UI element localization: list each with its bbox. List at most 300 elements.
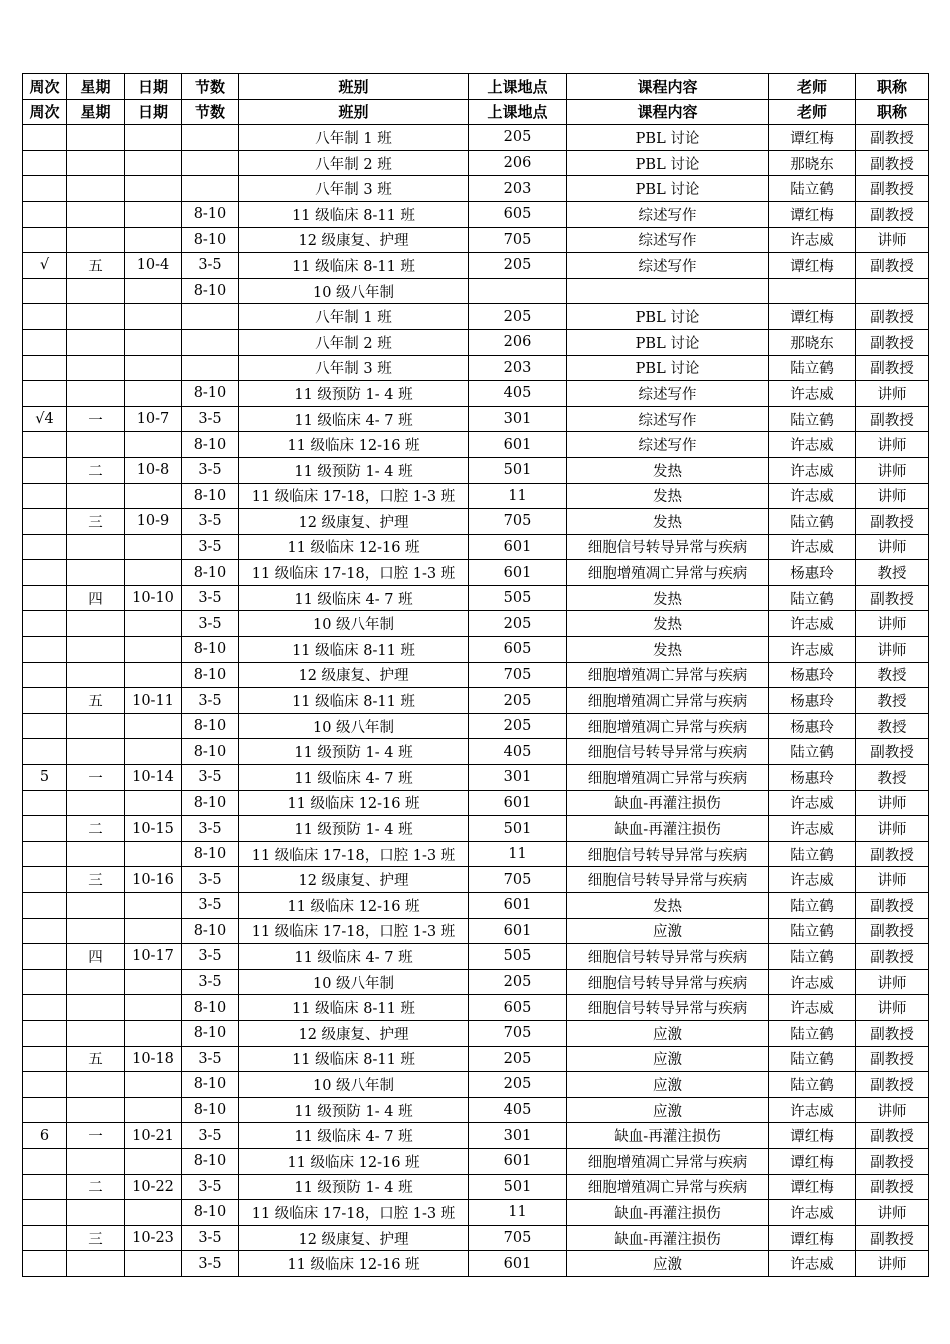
location-cell: 605 xyxy=(469,995,567,1021)
weekday-cell xyxy=(67,893,125,919)
class-cell: 11 级临床 17-18，口腔 1-3 班 xyxy=(239,841,469,867)
week-cell xyxy=(23,867,67,893)
teacher-cell: 谭红梅 xyxy=(769,125,856,151)
content-cell xyxy=(567,278,769,304)
weekday-cell xyxy=(67,1097,125,1123)
content-cell: 细胞信号转导异常与疾病 xyxy=(567,739,769,765)
content-cell: PBL 讨论 xyxy=(567,150,769,176)
header-week: 周次 xyxy=(23,99,67,125)
periods-cell xyxy=(182,125,239,151)
table-row xyxy=(23,432,929,458)
title-cell: 副教授 xyxy=(856,1020,929,1046)
table-row xyxy=(23,1020,929,1046)
week-cell xyxy=(23,125,67,151)
week-cell xyxy=(23,534,67,560)
location-cell: 705 xyxy=(469,867,567,893)
title-cell: 副教授 xyxy=(856,355,929,381)
header-class: 班别 xyxy=(239,74,469,100)
weekday-cell: 五 xyxy=(67,688,125,714)
date-cell xyxy=(125,1251,182,1277)
location-cell: 705 xyxy=(469,662,567,688)
class-cell: 11 级临床 4- 7 班 xyxy=(239,1123,469,1149)
content-cell: 缺血-再灌注损伤 xyxy=(567,790,769,816)
content-cell: 发热 xyxy=(567,509,769,535)
teacher-cell: 许志威 xyxy=(769,457,856,483)
weekday-cell: 一 xyxy=(67,765,125,791)
teacher-cell: 陆立鹤 xyxy=(769,944,856,970)
weekday-cell xyxy=(67,381,125,407)
content-cell: 缺血-再灌注损伤 xyxy=(567,1200,769,1226)
date-cell xyxy=(125,1097,182,1123)
class-cell: 11 级临床 12-16 班 xyxy=(239,1251,469,1277)
periods-cell: 8-10 xyxy=(182,227,239,253)
content-cell: 缺血-再灌注损伤 xyxy=(567,1123,769,1149)
weekday-cell: 五 xyxy=(67,1046,125,1072)
location-cell: 301 xyxy=(469,406,567,432)
week-cell xyxy=(23,509,67,535)
periods-cell: 3-5 xyxy=(182,944,239,970)
content-cell: 细胞信号转导异常与疾病 xyxy=(567,534,769,560)
date-cell: 10-14 xyxy=(125,765,182,791)
title-cell: 副教授 xyxy=(856,1072,929,1098)
weekday-cell xyxy=(67,1020,125,1046)
table-row xyxy=(23,509,929,535)
class-cell: 11 级临床 17-18，口腔 1-3 班 xyxy=(239,1200,469,1226)
table-row xyxy=(23,150,929,176)
teacher-cell: 许志威 xyxy=(769,432,856,458)
week-cell xyxy=(23,1251,67,1277)
date-cell xyxy=(125,560,182,586)
content-cell: 细胞信号转导异常与疾病 xyxy=(567,841,769,867)
title-cell: 教授 xyxy=(856,662,929,688)
week-cell xyxy=(23,585,67,611)
content-cell: 细胞信号转导异常与疾病 xyxy=(567,944,769,970)
table-row xyxy=(23,1148,929,1174)
content-cell: 发热 xyxy=(567,457,769,483)
content-cell: 综述写作 xyxy=(567,253,769,279)
location-cell xyxy=(469,278,567,304)
content-cell: 细胞信号转导异常与疾病 xyxy=(567,995,769,1021)
weekday-cell xyxy=(67,1200,125,1226)
table-row xyxy=(23,125,929,151)
title-cell: 副教授 xyxy=(856,944,929,970)
week-cell xyxy=(23,790,67,816)
periods-cell: 3-5 xyxy=(182,1225,239,1251)
date-cell xyxy=(125,918,182,944)
table-row xyxy=(23,944,929,970)
periods-cell: 3-5 xyxy=(182,585,239,611)
teacher-cell: 许志威 xyxy=(769,483,856,509)
title-cell: 副教授 xyxy=(856,253,929,279)
title-cell: 副教授 xyxy=(856,125,929,151)
date-cell xyxy=(125,790,182,816)
location-cell: 206 xyxy=(469,150,567,176)
table-row xyxy=(23,637,929,663)
teacher-cell: 那晓东 xyxy=(769,150,856,176)
class-cell: 八年制 2 班 xyxy=(239,329,469,355)
table-row xyxy=(23,662,929,688)
class-cell: 11 级预防 1- 4 班 xyxy=(239,816,469,842)
periods-cell: 3-5 xyxy=(182,816,239,842)
teacher-cell: 陆立鹤 xyxy=(769,918,856,944)
periods-cell xyxy=(182,304,239,330)
location-cell: 505 xyxy=(469,585,567,611)
location-cell: 301 xyxy=(469,765,567,791)
teacher-cell: 陆立鹤 xyxy=(769,355,856,381)
periods-cell: 8-10 xyxy=(182,1097,239,1123)
teacher-cell xyxy=(769,278,856,304)
teacher-cell: 谭红梅 xyxy=(769,1148,856,1174)
table-row xyxy=(23,534,929,560)
content-cell: 综述写作 xyxy=(567,406,769,432)
title-cell: 副教授 xyxy=(856,304,929,330)
week-cell xyxy=(23,713,67,739)
weekday-cell: 三 xyxy=(67,1225,125,1251)
teacher-cell: 陆立鹤 xyxy=(769,893,856,919)
weekday-cell xyxy=(67,150,125,176)
week-cell xyxy=(23,227,67,253)
location-cell: 205 xyxy=(469,611,567,637)
class-cell: 12 级康复、护理 xyxy=(239,662,469,688)
class-cell: 10 级八年制 xyxy=(239,611,469,637)
teacher-cell: 许志威 xyxy=(769,1097,856,1123)
location-cell: 11 xyxy=(469,1200,567,1226)
title-cell: 讲师 xyxy=(856,457,929,483)
content-cell: PBL 讨论 xyxy=(567,329,769,355)
table-row xyxy=(23,457,929,483)
class-cell: 11 级临床 8-11 班 xyxy=(239,253,469,279)
periods-cell: 3-5 xyxy=(182,457,239,483)
content-cell: 细胞增殖凋亡异常与疾病 xyxy=(567,1174,769,1200)
week-cell xyxy=(23,995,67,1021)
schedule-body xyxy=(23,125,929,1277)
week-cell xyxy=(23,457,67,483)
weekday-cell xyxy=(67,278,125,304)
title-cell: 讲师 xyxy=(856,611,929,637)
date-cell: 10-4 xyxy=(125,253,182,279)
teacher-cell: 许志威 xyxy=(769,867,856,893)
week-cell xyxy=(23,816,67,842)
title-cell: 讲师 xyxy=(856,534,929,560)
teacher-cell: 陆立鹤 xyxy=(769,841,856,867)
table-row xyxy=(23,713,929,739)
header-weekday: 星期 xyxy=(67,74,125,100)
date-cell xyxy=(125,995,182,1021)
week-cell xyxy=(23,688,67,714)
title-cell: 副教授 xyxy=(856,1046,929,1072)
title-cell: 教授 xyxy=(856,713,929,739)
week-cell: √4 xyxy=(23,406,67,432)
content-cell: 发热 xyxy=(567,893,769,919)
teacher-cell: 谭红梅 xyxy=(769,1123,856,1149)
week-cell xyxy=(23,150,67,176)
location-cell: 501 xyxy=(469,457,567,483)
weekday-cell xyxy=(67,483,125,509)
teacher-cell: 陆立鹤 xyxy=(769,406,856,432)
title-cell: 副教授 xyxy=(856,1174,929,1200)
periods-cell: 8-10 xyxy=(182,1020,239,1046)
weekday-cell: 四 xyxy=(67,585,125,611)
periods-cell: 8-10 xyxy=(182,483,239,509)
table-row xyxy=(23,867,929,893)
title-cell: 讲师 xyxy=(856,1097,929,1123)
teacher-cell: 杨惠玲 xyxy=(769,713,856,739)
teacher-cell: 陆立鹤 xyxy=(769,176,856,202)
weekday-cell: 三 xyxy=(67,867,125,893)
periods-cell: 8-10 xyxy=(182,201,239,227)
content-cell: PBL 讨论 xyxy=(567,304,769,330)
location-cell: 301 xyxy=(469,1123,567,1149)
week-cell xyxy=(23,918,67,944)
location-cell: 605 xyxy=(469,637,567,663)
periods-cell: 3-5 xyxy=(182,1123,239,1149)
week-cell: √ xyxy=(23,253,67,279)
title-cell: 讲师 xyxy=(856,995,929,1021)
table-row xyxy=(23,739,929,765)
title-cell: 副教授 xyxy=(856,1148,929,1174)
teacher-cell: 许志威 xyxy=(769,381,856,407)
class-cell: 11 级临床 4- 7 班 xyxy=(239,585,469,611)
teacher-cell: 许志威 xyxy=(769,611,856,637)
date-cell xyxy=(125,1148,182,1174)
weekday-cell xyxy=(67,201,125,227)
weekday-cell xyxy=(67,1251,125,1277)
class-cell: 八年制 2 班 xyxy=(239,150,469,176)
content-cell: 细胞增殖凋亡异常与疾病 xyxy=(567,765,769,791)
class-cell: 11 级临床 12-16 班 xyxy=(239,534,469,560)
date-cell xyxy=(125,969,182,995)
table-row xyxy=(23,1174,929,1200)
class-cell: 11 级临床 8-11 班 xyxy=(239,1046,469,1072)
date-cell xyxy=(125,534,182,560)
teacher-cell: 陆立鹤 xyxy=(769,509,856,535)
teacher-cell: 杨惠玲 xyxy=(769,765,856,791)
title-cell: 副教授 xyxy=(856,893,929,919)
title-cell: 教授 xyxy=(856,560,929,586)
periods-cell xyxy=(182,176,239,202)
periods-cell: 3-5 xyxy=(182,253,239,279)
periods-cell: 8-10 xyxy=(182,637,239,663)
date-cell xyxy=(125,1200,182,1226)
location-cell: 601 xyxy=(469,432,567,458)
date-cell xyxy=(125,637,182,663)
table-row xyxy=(23,765,929,791)
table-row xyxy=(23,841,929,867)
weekday-cell: 四 xyxy=(67,944,125,970)
table-row xyxy=(23,585,929,611)
weekday-cell: 二 xyxy=(67,457,125,483)
week-cell xyxy=(23,637,67,663)
periods-cell xyxy=(182,355,239,381)
table-row xyxy=(23,381,929,407)
content-cell: 综述写作 xyxy=(567,201,769,227)
location-cell: 405 xyxy=(469,1097,567,1123)
weekday-cell xyxy=(67,125,125,151)
title-cell: 副教授 xyxy=(856,918,929,944)
week-cell xyxy=(23,432,67,458)
teacher-cell: 谭红梅 xyxy=(769,1225,856,1251)
weekday-cell xyxy=(67,637,125,663)
content-cell: 综述写作 xyxy=(567,432,769,458)
table-row xyxy=(23,406,929,432)
content-cell: 应激 xyxy=(567,1251,769,1277)
teacher-cell: 谭红梅 xyxy=(769,253,856,279)
teacher-cell: 许志威 xyxy=(769,969,856,995)
class-cell: 11 级临床 8-11 班 xyxy=(239,995,469,1021)
header-row xyxy=(23,74,929,100)
week-cell xyxy=(23,1097,67,1123)
table-row xyxy=(23,1225,929,1251)
weekday-cell: 一 xyxy=(67,406,125,432)
teacher-cell: 许志威 xyxy=(769,534,856,560)
weekday-cell: 五 xyxy=(67,253,125,279)
weekday-cell xyxy=(67,969,125,995)
teacher-cell: 许志威 xyxy=(769,637,856,663)
date-cell xyxy=(125,483,182,509)
class-cell: 11 级预防 1- 4 班 xyxy=(239,381,469,407)
weekday-cell xyxy=(67,1148,125,1174)
week-cell xyxy=(23,176,67,202)
date-cell xyxy=(125,381,182,407)
week-cell: 6 xyxy=(23,1123,67,1149)
title-cell: 副教授 xyxy=(856,509,929,535)
header-title: 职称 xyxy=(856,74,929,100)
weekday-cell xyxy=(67,662,125,688)
header-teacher: 老师 xyxy=(769,99,856,125)
periods-cell: 8-10 xyxy=(182,739,239,765)
class-cell: 11 级预防 1- 4 班 xyxy=(239,1097,469,1123)
class-cell: 12 级康复、护理 xyxy=(239,1225,469,1251)
date-cell: 10-8 xyxy=(125,457,182,483)
class-cell: 11 级临床 12-16 班 xyxy=(239,1148,469,1174)
content-cell: 应激 xyxy=(567,1020,769,1046)
class-cell: 12 级康复、护理 xyxy=(239,227,469,253)
weekday-cell xyxy=(67,176,125,202)
header-week: 周次 xyxy=(23,74,67,100)
class-cell: 11 级临床 4- 7 班 xyxy=(239,765,469,791)
content-cell: PBL 讨论 xyxy=(567,125,769,151)
periods-cell xyxy=(182,150,239,176)
title-cell: 讲师 xyxy=(856,1200,929,1226)
table-row xyxy=(23,816,929,842)
week-cell xyxy=(23,841,67,867)
teacher-cell: 杨惠玲 xyxy=(769,560,856,586)
periods-cell: 8-10 xyxy=(182,381,239,407)
content-cell: 细胞增殖凋亡异常与疾病 xyxy=(567,560,769,586)
table-row xyxy=(23,1046,929,1072)
content-cell: 发热 xyxy=(567,611,769,637)
class-cell: 11 级临床 4- 7 班 xyxy=(239,944,469,970)
title-cell: 副教授 xyxy=(856,1225,929,1251)
weekday-cell xyxy=(67,1072,125,1098)
table-row xyxy=(23,176,929,202)
date-cell xyxy=(125,893,182,919)
periods-cell: 8-10 xyxy=(182,1072,239,1098)
content-cell: PBL 讨论 xyxy=(567,176,769,202)
location-cell: 605 xyxy=(469,201,567,227)
weekday-cell xyxy=(67,329,125,355)
content-cell: 细胞增殖凋亡异常与疾病 xyxy=(567,662,769,688)
teacher-cell: 陆立鹤 xyxy=(769,1020,856,1046)
class-cell: 11 级预防 1- 4 班 xyxy=(239,457,469,483)
teacher-cell: 陆立鹤 xyxy=(769,585,856,611)
week-cell xyxy=(23,201,67,227)
header-date: 日期 xyxy=(125,74,182,100)
periods-cell: 8-10 xyxy=(182,790,239,816)
schedule-table xyxy=(22,73,929,1277)
teacher-cell: 杨惠玲 xyxy=(769,688,856,714)
weekday-cell xyxy=(67,841,125,867)
week-cell xyxy=(23,1072,67,1098)
periods-cell: 3-5 xyxy=(182,509,239,535)
content-cell: 发热 xyxy=(567,483,769,509)
header-teacher: 老师 xyxy=(769,74,856,100)
periods-cell: 3-5 xyxy=(182,765,239,791)
table-row xyxy=(23,1072,929,1098)
class-cell: 11 级临床 17-18，口腔 1-3 班 xyxy=(239,483,469,509)
location-cell: 601 xyxy=(469,534,567,560)
location-cell: 601 xyxy=(469,790,567,816)
weekday-cell xyxy=(67,739,125,765)
week-cell: 5 xyxy=(23,765,67,791)
teacher-cell: 谭红梅 xyxy=(769,201,856,227)
weekday-cell xyxy=(67,611,125,637)
title-cell: 副教授 xyxy=(856,201,929,227)
table-row xyxy=(23,560,929,586)
location-cell: 601 xyxy=(469,560,567,586)
periods-cell: 3-5 xyxy=(182,969,239,995)
class-cell: 12 级康复、护理 xyxy=(239,867,469,893)
table-row xyxy=(23,329,929,355)
title-cell: 讲师 xyxy=(856,381,929,407)
location-cell: 601 xyxy=(469,1148,567,1174)
week-cell xyxy=(23,1046,67,1072)
teacher-cell: 谭红梅 xyxy=(769,1174,856,1200)
date-cell xyxy=(125,841,182,867)
title-cell: 副教授 xyxy=(856,585,929,611)
periods-cell: 8-10 xyxy=(182,560,239,586)
header-content: 课程内容 xyxy=(567,74,769,100)
location-cell: 705 xyxy=(469,1225,567,1251)
class-cell: 10 级八年制 xyxy=(239,713,469,739)
header-row-repeat xyxy=(23,99,929,125)
class-cell: 11 级临床 8-11 班 xyxy=(239,637,469,663)
weekday-cell: 一 xyxy=(67,1123,125,1149)
class-cell: 12 级康复、护理 xyxy=(239,1020,469,1046)
week-cell xyxy=(23,381,67,407)
date-cell xyxy=(125,227,182,253)
title-cell: 讲师 xyxy=(856,637,929,663)
week-cell xyxy=(23,739,67,765)
content-cell: 应激 xyxy=(567,918,769,944)
date-cell: 10-10 xyxy=(125,585,182,611)
table-row xyxy=(23,253,929,279)
header-weekday: 星期 xyxy=(67,99,125,125)
location-cell: 205 xyxy=(469,304,567,330)
teacher-cell: 许志威 xyxy=(769,227,856,253)
week-cell xyxy=(23,1225,67,1251)
header-location: 上课地点 xyxy=(469,99,567,125)
title-cell: 讲师 xyxy=(856,969,929,995)
class-cell: 11 级临床 12-16 班 xyxy=(239,893,469,919)
content-cell: 细胞增殖凋亡异常与疾病 xyxy=(567,713,769,739)
class-cell: 八年制 1 班 xyxy=(239,304,469,330)
date-cell: 10-17 xyxy=(125,944,182,970)
weekday-cell xyxy=(67,790,125,816)
table-row xyxy=(23,688,929,714)
teacher-cell: 许志威 xyxy=(769,790,856,816)
table-row xyxy=(23,1200,929,1226)
